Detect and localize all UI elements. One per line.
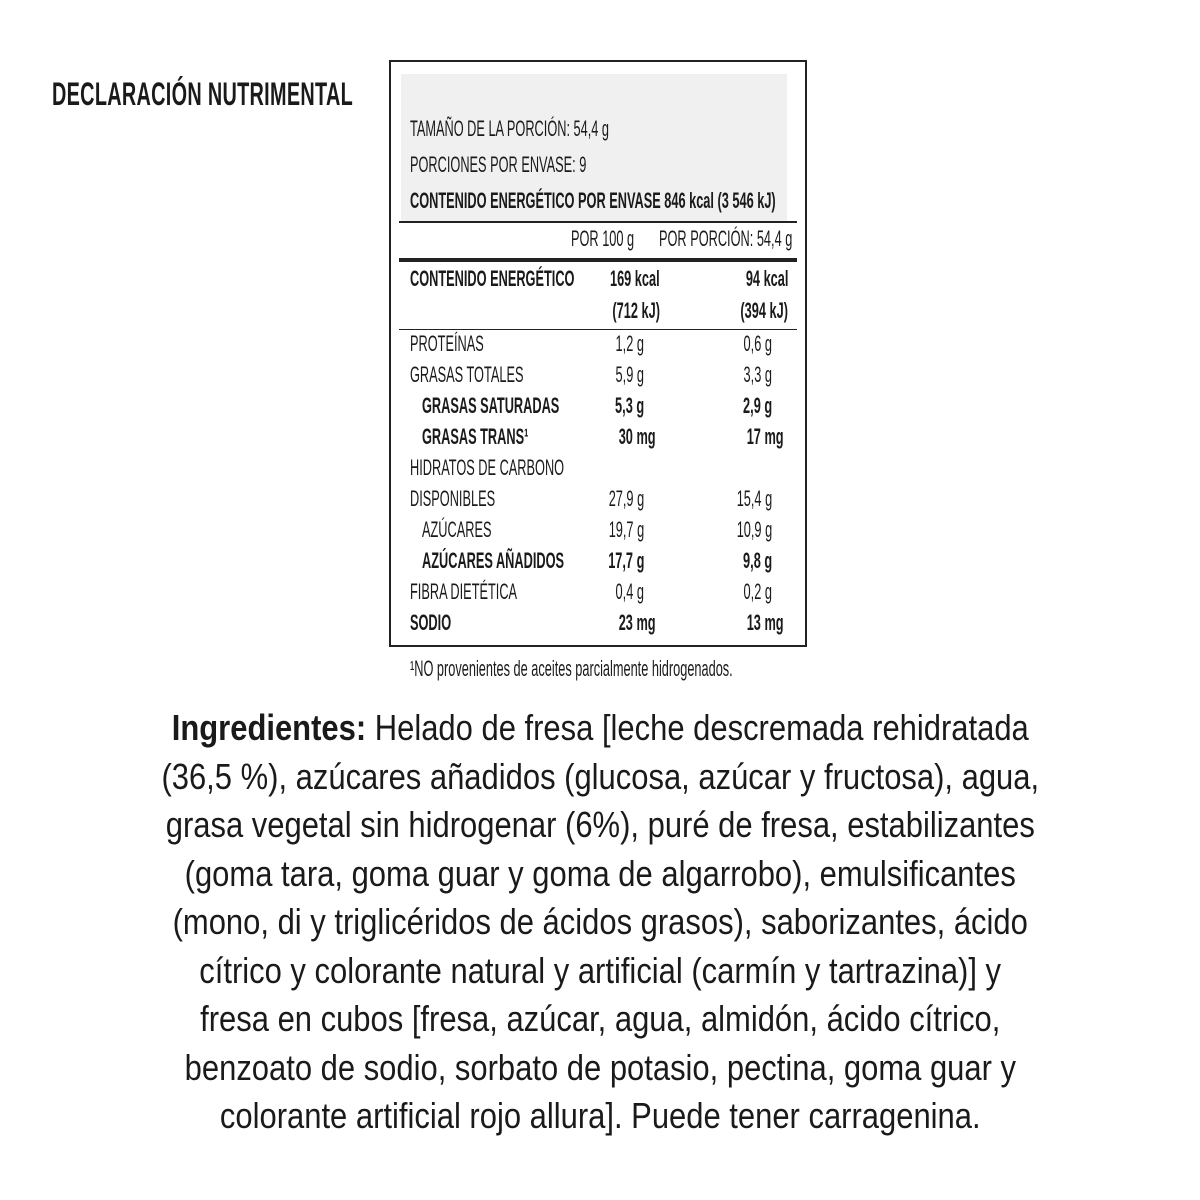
row-label-carbohydrates: HIDRATOS DE CARBONO [410,455,565,480]
ingredients-line: fresa en cubos [fresa, azúcar, agua, almidón, ácido cítrico, [199,998,1001,1039]
row-divider [399,329,797,330]
ingredients-line [60,704,1140,753]
ingredients-line: (goma tara, goma guar y goma de algarrobo), emulsificantes [184,852,1016,894]
header-divider [399,221,797,223]
row-label-fiber: FIBRA DIETÉTICA [410,579,518,604]
column-header-per-100g: POR 100 g [571,226,635,251]
row-value-portion: 3,3 g [743,362,772,387]
row-value-portion: 10,9 g [736,517,772,542]
row-value-100g: 30 mg [619,424,656,449]
row-label-sodium: SODIO [410,610,452,635]
row-label-available: DISPONIBLES [410,486,496,511]
ingredients-line: (36,5 %), azúcares añadidos (glucosa, azúcar y fructosa), agua, [161,755,1039,797]
row-value-portion: 15,4 g [736,486,772,511]
ingredients-line: colorante artificial rojo allura]. Puede tener carragenina. [219,1095,981,1136]
row-label-trans-fat: GRASAS TRANS¹ [422,424,529,449]
row-label-added-sugars: AZÚCARES AÑADIDOS [422,548,565,573]
ingredients-heading: Ingredientes: [171,707,366,748]
row-value-100g: 23 mg [619,610,656,635]
row-value-portion: 0,2 g [743,579,772,604]
row-label-proteins: PROTEÍNAS [410,331,484,356]
row-label-saturated-fat: GRASAS SATURADAS [422,393,560,418]
row-value-portion: 13 mg [747,610,784,635]
row-value-portion: 94 kcal [745,266,788,291]
row-label-total-fat: GRASAS TOTALES [410,362,524,387]
row-value-portion: 0,6 g [743,331,772,356]
ingredients-line: benzoato de sodio, sorbato de potasio, pectina, goma guar y [184,1046,1016,1088]
ingredients-line: grasa vegetal sin hidrogenar (6%), puré de fresa, estabilizantes [165,804,1035,845]
column-header-per-portion: POR PORCIÓN: 54,4 g [659,226,793,251]
thick-divider [399,258,797,262]
row-value-100g: 5,3 g [614,393,644,418]
ingredients-line: cítrico y colorante natural y artificial (carmín y tartrazina)] y [199,949,1001,991]
row-value-portion: 9,8 g [742,548,772,573]
servings-per-container: PORCIONES POR ENVASE: 9 [410,152,587,177]
row-value-100g: 169 kcal [610,266,660,291]
ingredients-line: (mono, di y triglicéridos de ácidos grasos), saborizantes, ácido [172,901,1028,942]
row-value-portion: 17 mg [747,424,784,449]
energy-per-container: CONTENIDO ENERGÉTICO POR ENVASE 846 kcal (3 546 kJ) [410,188,776,213]
row-value-100g: 1,2 g [615,331,644,356]
ingredients-block [60,704,1140,1141]
row-label-sugars: AZÚCARES [422,517,492,542]
serving-size: TAMAÑO DE LA PORCIÓN: 54,4 g [410,116,610,141]
row-value-100g: 17,7 g [607,548,644,573]
row-label-energy: CONTENIDO ENERGÉTICO [410,266,575,291]
row-value-100g: 19,7 g [608,517,644,542]
panel-title: DECLARACIÓN NUTRIMENTAL [52,76,354,112]
row-value-portion: 2,9 g [742,393,772,418]
ingredients-text: Helado de fresa [leche descremada rehidratada [365,707,1029,748]
row-value-100g: 0,4 g [615,579,644,604]
row-value-portion: (394 kJ) [740,298,788,323]
row-value-100g: (712 kJ) [612,298,660,323]
row-value-100g: 5,9 g [615,362,644,387]
row-value-100g: 27,9 g [608,486,644,511]
footnote: ¹NO provenientes de aceites parcialmente hidrogenados. [410,656,733,681]
